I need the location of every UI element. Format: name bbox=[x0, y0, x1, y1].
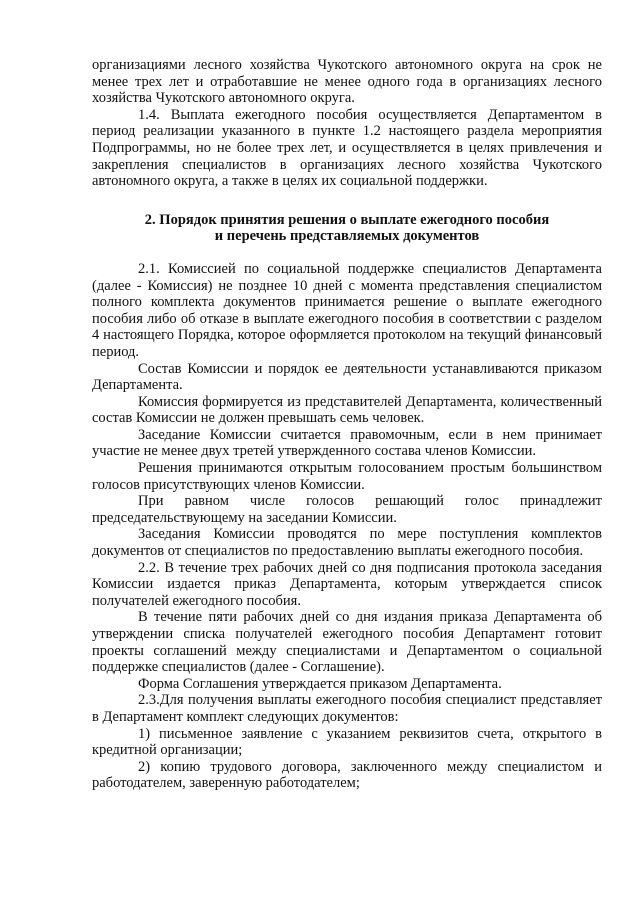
clause-1-4: 1.4. Выплата ежегодного пособия осуществляется Департаментом в период реализации указанного в пункте 1.2 настоящего раздела мероприятия Подпрограммы, но не более трех лет, и осуществляется в целях привлечения и закрепления специалистов в организациях лесного хозяйства Чукотского автономного округа, а также в целях их социальной поддержки. bbox=[92, 106, 602, 190]
list-item-2: 2) копию трудового договора, заключенного между специалистом и работодателем, заверенную работодателем; bbox=[92, 758, 602, 792]
section-title-line-2: и перечень представляемых документов bbox=[214, 228, 480, 245]
list-item-1: 1) письменное заявление с указанием реквизитов счета, открытого в кредитной организации; bbox=[92, 725, 602, 759]
paragraph-voting: Решения принимаются открытым голосованием простым большинством голосов присутствующих членов Комиссии. bbox=[92, 460, 602, 493]
paragraph-quorum: Заседание Комиссии считается правомочным, если в нем принимает участие не менее двух третей утвержденного состава членов Комиссии. bbox=[92, 426, 602, 460]
section-title-line-1: 2. Порядок принятия решения о выплате ежегодного пособия bbox=[144, 211, 550, 228]
intro-paragraph: организациями лесного хозяйства Чукотского автономного округа на срок не менее трех лет и отработавшие не менее одного года в организациях лесного хозяйства Чукотского автономного округа. bbox=[92, 57, 602, 107]
paragraph-agreement-form: Форма Соглашения утверждается приказом Департамента. bbox=[138, 675, 502, 692]
section-2-heading bbox=[92, 212, 602, 245]
clause-2-3: 2.3.Для получения выплаты ежегодного пособия специалист представляет в Департамент комплект следующих документов: bbox=[92, 692, 602, 725]
paragraph-commission-composition: Состав Комиссии и порядок ее деятельности устанавливаются приказом Департамента. bbox=[92, 360, 602, 394]
clause-2-1: 2.1. Комиссией по социальной поддержке специалистов Департамента (далее - Комиссия) не позднее 10 дней с момента представления специалистом полного комплекта документов принимается решение о выплате ежегодного пособия либо об отказе в выплате ежегодного пособия в соответствии с разделом 4 настоящего Порядка, которое оформляется протоколом на текущий финансовый период. bbox=[92, 260, 602, 360]
paragraph-meetings: Заседания Комиссии проводятся по мере поступления комплектов документов от специалистов по предоставлению выплаты ежегодного пособия. bbox=[92, 526, 602, 560]
paragraph-agreements: В течение пяти рабочих дней со дня издания приказа Департамента об утверждении списка получателей ежегодного пособия Департамент готовит проекты соглашений между специалистами и Департаментом о социальной поддержке специалистов (далее - Соглашение). bbox=[92, 609, 602, 676]
paragraph-tie-vote: При равном числе голосов решающий голос принадлежит председательствующему на заседании Комиссии. bbox=[92, 493, 602, 526]
clause-2-2: 2.2. В течение трех рабочих дней со дня подписания протокола заседания Комиссии издается приказ Департамента, которым утверждается список получателей ежегодного пособия. bbox=[92, 559, 602, 609]
paragraph-commission-formation: Комиссия формируется из представителей Департамента, количественный состав Комиссии не должен превышать семь человек. bbox=[92, 393, 602, 427]
